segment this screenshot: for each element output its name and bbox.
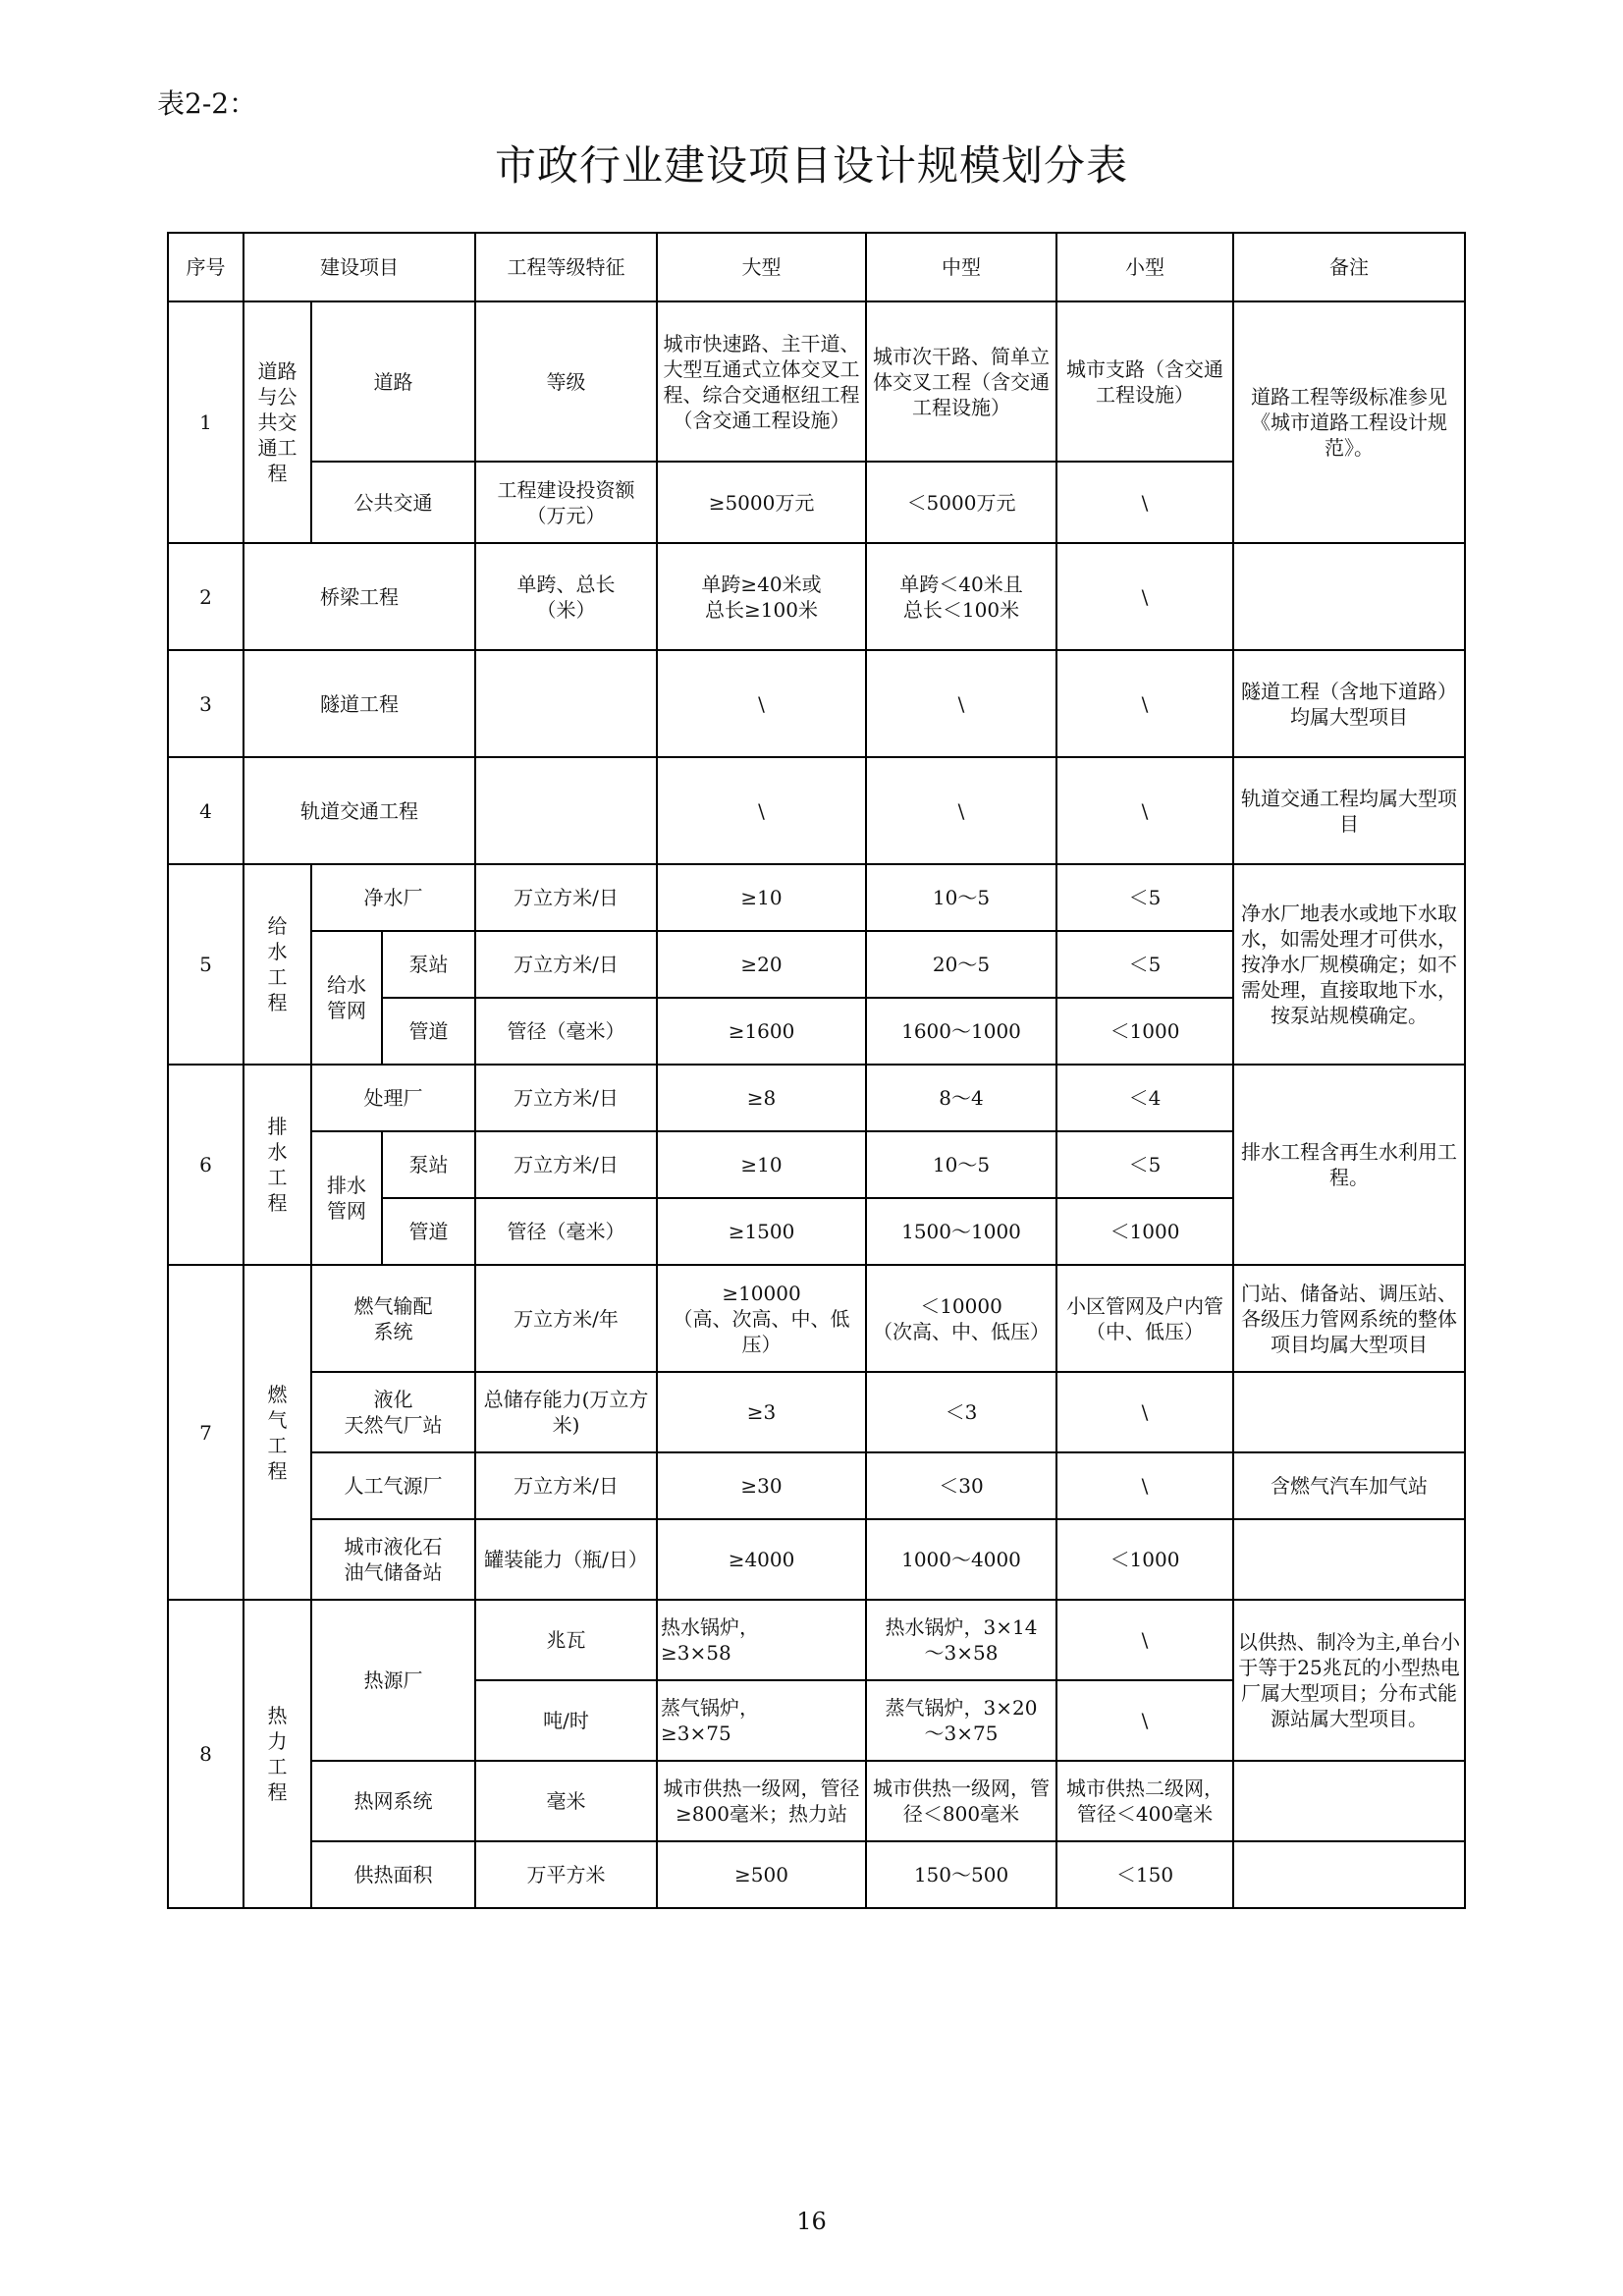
note: 隧道工程（含地下道路）均属大型项目 [1233, 650, 1465, 757]
item-name: 道路 [311, 301, 475, 462]
medium-value: \ [866, 757, 1056, 864]
large-value: ≥20 [657, 931, 866, 998]
small-value: ＜150 [1056, 1841, 1233, 1908]
grade-feature: 管径（毫米） [475, 1198, 657, 1265]
item-name: 泵站 [382, 931, 475, 998]
grade-feature: 管径（毫米） [475, 998, 657, 1065]
grade-feature: 吨/时 [475, 1680, 657, 1761]
col-header-feature: 工程等级特征 [475, 233, 657, 301]
note: 门站、储备站、调压站、各级压力管网系统的整体项目均属大型项目 [1233, 1265, 1465, 1372]
row-number: 5 [168, 864, 243, 1065]
note-empty [1233, 1761, 1465, 1841]
col-header-medium: 中型 [866, 233, 1056, 301]
large-value: \ [657, 757, 866, 864]
row-number: 3 [168, 650, 243, 757]
small-value: \ [1056, 1600, 1233, 1680]
medium-value: \ [866, 650, 1056, 757]
large-value: ≥1600 [657, 998, 866, 1065]
group-label: 给 水 工 程 [243, 864, 311, 1065]
large-value: ≥8 [657, 1065, 866, 1131]
grade-feature: 等级 [475, 301, 657, 462]
grade-feature [475, 757, 657, 864]
col-header-small: 小型 [1056, 233, 1233, 301]
item-name: 管道 [382, 998, 475, 1065]
grade-feature: 总储存能力(万立方米) [475, 1372, 657, 1452]
table-title: 市政行业建设项目设计规模划分表 [494, 141, 1128, 190]
item-name: 隧道工程 [243, 650, 475, 757]
row-number: 7 [168, 1265, 243, 1600]
item-name: 泵站 [382, 1131, 475, 1198]
col-header-note: 备注 [1233, 233, 1465, 301]
col-header-no: 序号 [168, 233, 243, 301]
group-label: 热 力 工 程 [243, 1600, 311, 1908]
item-name: 轨道交通工程 [243, 757, 475, 864]
note: 净水厂地表水或地下水取水，如需处理才可供水，按净水厂规模确定；如不需处理，直接取地下水，按泵站规模确定。 [1233, 864, 1465, 1065]
group-label: 排 水 工 程 [243, 1065, 311, 1265]
large-value: 城市快速路、主干道、大型互通式立体交叉工程、综合交通枢纽工程（含交通工程设施） [657, 301, 866, 462]
item-name: 公共交通 [311, 462, 475, 543]
medium-value: 单跨＜40米且 总长＜100米 [866, 543, 1056, 650]
item-name: 供热面积 [311, 1841, 475, 1908]
large-value: ≥500 [657, 1841, 866, 1908]
grade-feature: 万立方米/日 [475, 1065, 657, 1131]
medium-value: 10～5 [866, 1131, 1056, 1198]
small-value: ＜1000 [1056, 998, 1233, 1065]
item-name: 热网系统 [311, 1761, 475, 1841]
item-name: 净水厂 [311, 864, 475, 931]
col-header-large: 大型 [657, 233, 866, 301]
note: 轨道交通工程均属大型项目 [1233, 757, 1465, 864]
large-value: 热水锅炉， ≥3×58 [657, 1600, 866, 1680]
table-row [168, 1372, 1465, 1452]
small-value: \ [1056, 757, 1233, 864]
small-value: \ [1056, 543, 1233, 650]
small-value: 小区管网及户内管（中、低压） [1056, 1265, 1233, 1372]
item-name: 液化 天然气厂站 [311, 1372, 475, 1452]
item-name: 燃气输配 系统 [311, 1265, 475, 1372]
large-value: ≥3 [657, 1372, 866, 1452]
item-name: 人工气源厂 [311, 1452, 475, 1519]
small-value: \ [1056, 1452, 1233, 1519]
medium-value: ＜10000 （次高、中、低压） [866, 1265, 1056, 1372]
medium-value: 8～4 [866, 1065, 1056, 1131]
large-value: ≥10 [657, 1131, 866, 1198]
medium-value: ＜5000万元 [866, 462, 1056, 543]
grade-feature: 罐装能力（瓶/日） [475, 1519, 657, 1600]
large-value: 城市供热一级网，管径≥800毫米；热力站 [657, 1761, 866, 1841]
classification-table [167, 232, 1466, 1909]
page-number: 16 [796, 2208, 827, 2235]
small-value: \ [1056, 1372, 1233, 1452]
row-number: 4 [168, 757, 243, 864]
large-value: ≥10 [657, 864, 866, 931]
row-number: 1 [168, 301, 243, 543]
grade-feature: 单跨、总长 （米） [475, 543, 657, 650]
table-row [168, 301, 1465, 462]
item-name: 城市液化石 油气储备站 [311, 1519, 475, 1600]
medium-value: 蒸气锅炉，3×20 ～3×75 [866, 1680, 1056, 1761]
group-label: 燃 气 工 程 [243, 1265, 311, 1600]
row-number: 6 [168, 1065, 243, 1265]
subgroup-label: 排水 管网 [311, 1131, 382, 1265]
subgroup-label: 给水 管网 [311, 931, 382, 1065]
large-value: 单跨≥40米或 总长≥100米 [657, 543, 866, 650]
table-label: 表2-2： [157, 87, 257, 120]
large-value: ≥5000万元 [657, 462, 866, 543]
table-row [168, 1452, 1465, 1519]
header-row [168, 233, 1465, 301]
grade-feature: 万立方米/日 [475, 864, 657, 931]
item-name: 处理厂 [311, 1065, 475, 1131]
grade-feature: 毫米 [475, 1761, 657, 1841]
small-value: ＜1000 [1056, 1198, 1233, 1265]
note [1233, 1519, 1465, 1600]
large-value: ≥30 [657, 1452, 866, 1519]
large-value: ≥4000 [657, 1519, 866, 1600]
table-row [168, 543, 1465, 650]
medium-value: 20～5 [866, 931, 1056, 998]
small-value: 城市供热二级网，管径＜400毫米 [1056, 1761, 1233, 1841]
note-empty [1233, 1841, 1465, 1908]
large-value: ≥10000 （高、次高、中、低压） [657, 1265, 866, 1372]
table-row [168, 1841, 1465, 1908]
grade-feature: 工程建设投资额（万元） [475, 462, 657, 543]
small-value: ＜5 [1056, 1131, 1233, 1198]
grade-feature: 万平方米 [475, 1841, 657, 1908]
medium-value: 150～500 [866, 1841, 1056, 1908]
row-number: 8 [168, 1600, 243, 1908]
large-value: ≥1500 [657, 1198, 866, 1265]
col-header-project: 建设项目 [243, 233, 475, 301]
table-row [168, 1519, 1465, 1600]
small-value: 城市支路（含交通工程设施） [1056, 301, 1233, 462]
table-row [168, 1600, 1465, 1680]
note: 道路工程等级标准参见《城市道路工程设计规范》。 [1233, 301, 1465, 543]
medium-value: 热水锅炉，3×14 ～3×58 [866, 1600, 1056, 1680]
note [1233, 543, 1465, 650]
grade-feature: 万立方米/日 [475, 1452, 657, 1519]
small-value: \ [1056, 650, 1233, 757]
row-number: 2 [168, 543, 243, 650]
large-value: \ [657, 650, 866, 757]
note [1233, 1372, 1465, 1452]
medium-value: ＜3 [866, 1372, 1056, 1452]
medium-value: 10～5 [866, 864, 1056, 931]
small-value: \ [1056, 1680, 1233, 1761]
note: 含燃气汽车加气站 [1233, 1452, 1465, 1519]
small-value: \ [1056, 462, 1233, 543]
table-row [168, 1065, 1465, 1131]
small-value: ＜5 [1056, 864, 1233, 931]
table-row [168, 864, 1465, 931]
medium-value: ＜30 [866, 1452, 1056, 1519]
item-name: 热源厂 [311, 1600, 475, 1761]
small-value: ＜1000 [1056, 1519, 1233, 1600]
note: 排水工程含再生水利用工程。 [1233, 1065, 1465, 1265]
grade-feature: 万立方米/年 [475, 1265, 657, 1372]
medium-value: 城市供热一级网，管径＜800毫米 [866, 1761, 1056, 1841]
medium-value: 1600～1000 [866, 998, 1056, 1065]
table-row [168, 757, 1465, 864]
table-row [168, 650, 1465, 757]
medium-value: 1500～1000 [866, 1198, 1056, 1265]
grade-feature: 万立方米/日 [475, 931, 657, 998]
grade-feature [475, 650, 657, 757]
group-label: 道路 与公 共交 通工 程 [243, 301, 311, 543]
item-name: 桥梁工程 [243, 543, 475, 650]
medium-value: 城市次干路、简单立体交叉工程（含交通工程设施） [866, 301, 1056, 462]
note: 以供热、制冷为主,单台小于等于25兆瓦的小型热电厂属大型项目；分布式能源站属大型项目。 [1233, 1600, 1465, 1761]
small-value: ＜5 [1056, 931, 1233, 998]
small-value: ＜4 [1056, 1065, 1233, 1131]
table-row [168, 1265, 1465, 1372]
grade-feature: 万立方米/日 [475, 1131, 657, 1198]
table-row [168, 1761, 1465, 1841]
grade-feature: 兆瓦 [475, 1600, 657, 1680]
item-name: 管道 [382, 1198, 475, 1265]
large-value: 蒸气锅炉， ≥3×75 [657, 1680, 866, 1761]
medium-value: 1000～4000 [866, 1519, 1056, 1600]
